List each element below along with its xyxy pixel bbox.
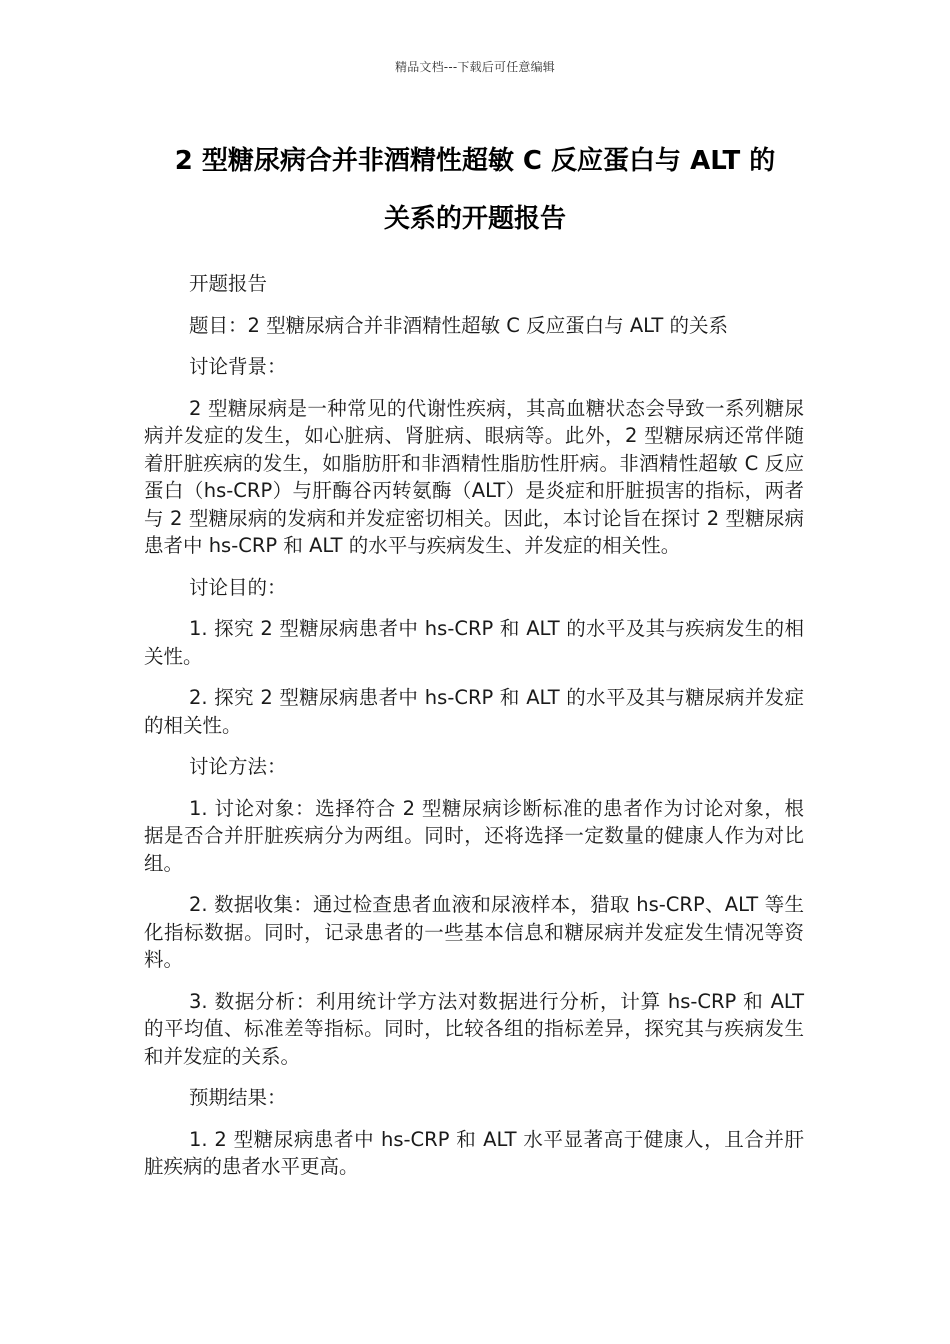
background-heading: 讨论背景： [189, 355, 287, 378]
title-line-2: 关系的开题报告 [383, 204, 566, 234]
title-line-1: 2 型糖尿病合并非酒精性超敏 C 反应蛋白与 ALT 的 [174, 146, 776, 176]
document-title [120, 132, 830, 248]
purpose-heading: 讨论目的： [189, 575, 287, 599]
topic-line: 题目：2 型糖尿病合并非酒精性超敏 C 反应蛋白与 ALT 的关系 [189, 313, 728, 337]
method-item-2: 2. 数据收集：通过检查患者血液和尿液样本，猎取 hs-CRP、ALT 等生化指标数据。同时，记录患者的一些基本信息和糖尿病并发症发生情况等资料。 [144, 893, 804, 971]
result-item-1: 1. 2 型糖尿病患者中 hs-CRP 和 ALT 水平显著高于健康人，且合并肝脏疾病的患者水平更高。 [144, 1127, 804, 1178]
document-body [144, 270, 804, 1195]
report-label: 开题报告 [189, 272, 268, 295]
background-paragraph: 2 型糖尿病是一种常见的代谢性疾病，其高血糖状态会导致一系列糖尿病并发症的发生，如心脏病、肾脏病、眼病等。此外，2 型糖尿病还常伴随着肝脏疾病的发生，如脂肪肝和非酒精性脂肪性肝病。非酒精性超敏 C 反应蛋白（hs-CRP）与肝酶谷丙转氨酶（ALT）是炎症和肝脏损害的指标，两者与 2 型糖尿病的发病和并发症密切相关。因此，本讨论旨在探讨 2 型糖尿病患者中 hs-CRP 和 ALT 的水平与疾病发生、并发症的相关性。 [144, 396, 804, 557]
header-note: 精品文档---下载后可任意编辑 [395, 60, 555, 74]
method-heading: 讨论方法： [189, 755, 287, 778]
purpose-item-2: 2. 探究 2 型糖尿病患者中 hs-CRP 和 ALT 的水平及其与糖尿病并发症的相关性。 [144, 686, 804, 737]
result-heading: 预期结果： [189, 1086, 287, 1109]
method-item-3: 3. 数据分析：利用统计学方法对数据进行分析，计算 hs-CRP 和 ALT 的平均值、标准差等指标。同时，比较各组的指标差异，探究其与疾病发生和并发症的关系。 [144, 989, 804, 1068]
purpose-item-1: 1. 探究 2 型糖尿病患者中 hs-CRP 和 ALT 的水平及其与疾病发生的相关性。 [144, 617, 804, 668]
method-item-1: 1. 讨论对象：选择符合 2 型糖尿病诊断标准的患者作为讨论对象，根据是否合并肝脏疾病分为两组。同时，还将选择一定数量的健康人作为对比组。 [144, 796, 804, 875]
